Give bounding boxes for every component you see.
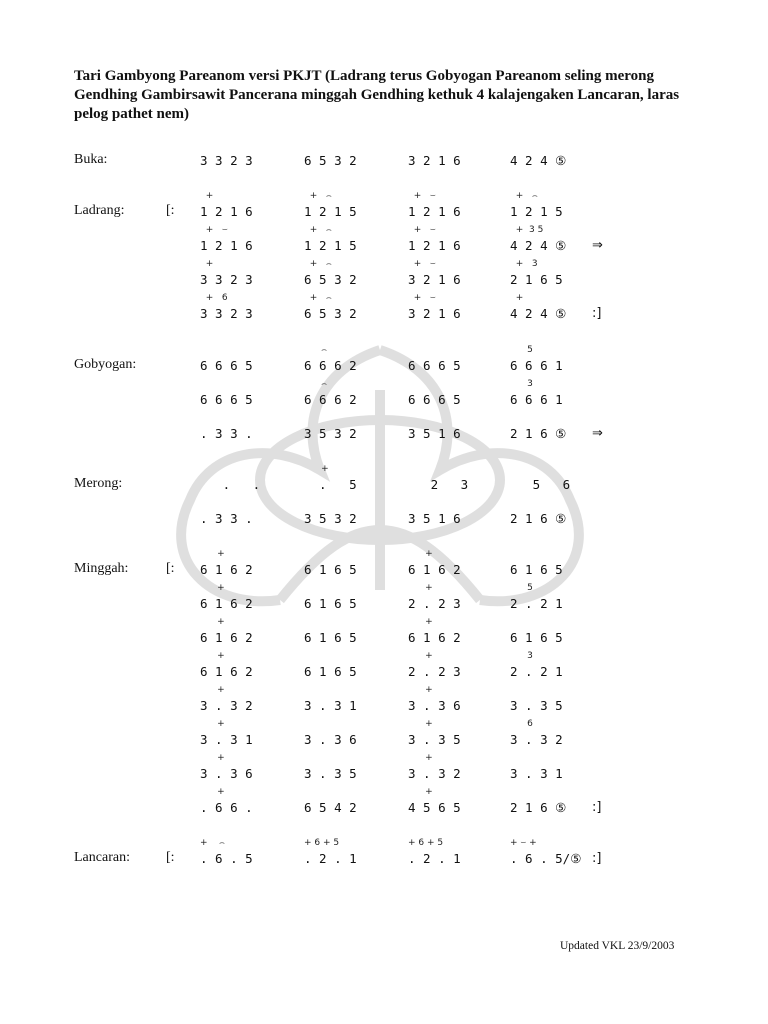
gatra: 1 2 1 6 — [200, 204, 253, 219]
document-title: Tari Gambyong Pareanom versi PKJT (Ladrang terus Gobyogan Pareanom seling merong Gendhing Gambirsawit Pancerana minggah Gendhing kethuk 4 kalajengaken Lancaran, laras pelog pathet nem) — [74, 68, 680, 122]
gatra: 2 1 6 ⑤ — [510, 511, 567, 526]
gatra-marks: + — [408, 617, 433, 627]
gatra: 6 6 6 2 — [304, 358, 357, 373]
gatra: 6 5 3 2 — [304, 306, 357, 321]
gatra: 2 . 2 3 — [408, 664, 461, 679]
repeat-open-minggah: [: — [166, 561, 175, 576]
gatra: 6 6 6 5 — [408, 358, 461, 373]
gatra-marks: + ⌢ — [200, 838, 225, 848]
section-label-buka: Buka: — [74, 152, 108, 167]
gatra: 3 . 3 1 — [304, 698, 357, 713]
gatra: 6 1 6 2 — [200, 596, 253, 611]
gatra: 6 6 6 1 — [510, 358, 563, 373]
gatra: 4 2 4 ⑤ — [510, 238, 567, 253]
gatra-marks: + — [408, 753, 433, 763]
gatra: 6 1 6 5 — [510, 562, 563, 577]
gatra: . 2 . 1 — [408, 851, 461, 866]
gatra-marks: + ⌢ — [304, 293, 332, 303]
gatra: 1 2 1 6 — [200, 238, 253, 253]
gatra-marks: + — [408, 651, 433, 661]
gatra-marks: + ⌢ — [304, 225, 332, 235]
gatra: 2 1 6 ⑤ — [510, 800, 567, 815]
gatra: 6 6 6 5 — [408, 392, 461, 407]
gatra-marks: + ⌢ — [304, 191, 332, 201]
gatra-marks: + — [200, 259, 214, 269]
gatra-marks: + ⌣ — [200, 225, 228, 235]
gatra-marks: + — [200, 651, 225, 661]
gatra: 3 . 3 2 — [408, 766, 461, 781]
gatra-marks: + ⌢ — [510, 191, 538, 201]
gatra: 2 1 6 5 — [510, 272, 563, 287]
gatra: 3 . 3 2 — [200, 698, 253, 713]
gatra: 3 . 3 6 — [304, 732, 357, 747]
gatra-marks: 5 — [510, 583, 533, 593]
gatra: . 3 3 . — [200, 511, 253, 526]
gatra: . 2 . 1 — [304, 851, 357, 866]
gatra: 6 5 4 2 — [304, 800, 357, 815]
gatra-marks: + — [408, 583, 433, 593]
gatra-marks: + 3 5 — [510, 225, 544, 235]
gatra: 6 1 6 2 — [200, 664, 253, 679]
gatra-marks: + ⌣ — [408, 225, 436, 235]
gatra-marks: + — [200, 753, 225, 763]
gatra-marks: 3 — [510, 379, 533, 389]
gatra: 3 . 3 1 — [200, 732, 253, 747]
section-label-ladrang: Ladrang: — [74, 203, 125, 218]
gatra-marks: + ⌣ — [408, 293, 436, 303]
gatra: 6 1 6 2 — [408, 630, 461, 645]
gatra: 1 2 1 5 — [304, 204, 357, 219]
gatra: 3 5 3 2 — [304, 511, 357, 526]
gatra: 3 . 3 2 — [510, 732, 563, 747]
gatra: 3 3 2 3 — [200, 153, 253, 168]
gatra-marks: + — [200, 617, 225, 627]
arrow-icon: ⇒ — [592, 426, 603, 441]
gatra: 3 2 1 6 — [408, 153, 461, 168]
gatra: 1 2 1 6 — [408, 204, 461, 219]
gatra: 3 5 3 2 — [304, 426, 357, 441]
gatra: 3 . 3 6 — [200, 766, 253, 781]
gatra: 6 5 3 2 — [304, 153, 357, 168]
gatra: . 6 . 5/⑤ — [510, 851, 582, 866]
gatra-marks: ⌢ — [304, 345, 328, 355]
gatra: 6 6 6 1 — [510, 392, 563, 407]
gatra-marks: + — [408, 549, 433, 559]
gatra-marks: + — [200, 685, 225, 695]
gatra-marks: + ⌣ — [408, 191, 436, 201]
gatra-marks: + 6 — [200, 293, 228, 303]
arrow-icon: ⇒ — [592, 238, 603, 253]
repeat-close: :] — [592, 800, 602, 815]
gatra: 3 . 3 5 — [408, 732, 461, 747]
gatra-marks: + — [200, 583, 225, 593]
gatra-marks: + ⌢ — [304, 259, 332, 269]
gatra-marks: + — [200, 549, 225, 559]
gatra: . 3 3 . — [200, 426, 253, 441]
gatra: 6 1 6 5 — [304, 562, 357, 577]
gatra-marks: + 3 — [510, 259, 538, 269]
gatra: 6 1 6 5 — [304, 664, 357, 679]
gatra: 6 6 6 5 — [200, 392, 253, 407]
gatra: 2 . 2 3 — [408, 596, 461, 611]
gatra: 5 6 — [510, 477, 571, 492]
gatra: 3 5 1 6 — [408, 511, 461, 526]
gatra-marks: + — [408, 685, 433, 695]
repeat-open-lancaran: [: — [166, 850, 175, 865]
gatra: 3 . 3 6 — [408, 698, 461, 713]
gatra: 1 2 1 6 — [408, 238, 461, 253]
gatra: 3 5 1 6 — [408, 426, 461, 441]
section-label-minggah: Minggah: — [74, 561, 129, 576]
gatra-marks: + — [408, 787, 433, 797]
gatra: 3 3 2 3 — [200, 306, 253, 321]
gatra: 6 6 6 5 — [200, 358, 253, 373]
gatra-marks: + — [200, 719, 225, 729]
gatra: 6 1 6 5 — [510, 630, 563, 645]
gatra: 1 2 1 5 — [510, 204, 563, 219]
gatra: 4 5 6 5 — [408, 800, 461, 815]
gatra: 6 1 6 5 — [304, 596, 357, 611]
gatra-marks: 3 — [510, 651, 533, 661]
gatra-marks: + 6 + 5 — [408, 838, 444, 848]
gatra: 6 5 3 2 — [304, 272, 357, 287]
gatra: 3 2 1 6 — [408, 272, 461, 287]
repeat-close: :] — [592, 306, 602, 321]
gatra-marks: + ⌣ — [408, 259, 436, 269]
gatra-marks: + — [200, 191, 214, 201]
gatra: 2 . 2 1 — [510, 664, 563, 679]
gatra: 3 . 3 5 — [510, 698, 563, 713]
gatra: 2 1 6 ⑤ — [510, 426, 567, 441]
gatra: . 6 6 . — [200, 800, 253, 815]
gatra: 4 2 4 ⑤ — [510, 153, 567, 168]
footer-updated: Updated VKL 23/9/2003 — [560, 940, 675, 952]
gatra: 3 . 3 1 — [510, 766, 563, 781]
gatra: 4 2 4 ⑤ — [510, 306, 567, 321]
gatra: 2 . 2 1 — [510, 596, 563, 611]
gatra: 6 6 6 2 — [304, 392, 357, 407]
gatra: 6 1 6 2 — [408, 562, 461, 577]
gatra: . 6 . 5 — [200, 851, 253, 866]
gatra: 3 2 1 6 — [408, 306, 461, 321]
gatra-marks: 5 — [510, 345, 533, 355]
gatra-marks: + — [200, 787, 225, 797]
section-label-gobyogan: Gobyogan: — [74, 357, 137, 372]
repeat-open-ladrang: [: — [166, 203, 175, 218]
gatra-marks: + — [408, 719, 433, 729]
gatra-marks: + ⌣ + — [510, 838, 537, 848]
gatra-marks: ⌢ — [304, 379, 328, 389]
gatra-marks: 6 — [510, 719, 533, 729]
repeat-close: :] — [592, 851, 602, 866]
gatra: 3 3 2 3 — [200, 272, 253, 287]
gatra: . . — [200, 477, 261, 492]
gatra-marks: + — [510, 293, 524, 303]
gatra-marks: + — [304, 464, 329, 474]
gatra: 2 3 — [408, 477, 469, 492]
section-label-lancaran: Lancaran: — [74, 850, 130, 865]
gatra: 3 . 3 5 — [304, 766, 357, 781]
section-label-merong: Merong: — [74, 476, 123, 491]
gatra: . 5 — [304, 477, 357, 492]
gatra-marks: + 6 + 5 — [304, 838, 340, 848]
gatra: 6 1 6 2 — [200, 562, 253, 577]
gatra: 6 1 6 5 — [304, 630, 357, 645]
gatra: 6 1 6 2 — [200, 630, 253, 645]
gatra: 1 2 1 5 — [304, 238, 357, 253]
